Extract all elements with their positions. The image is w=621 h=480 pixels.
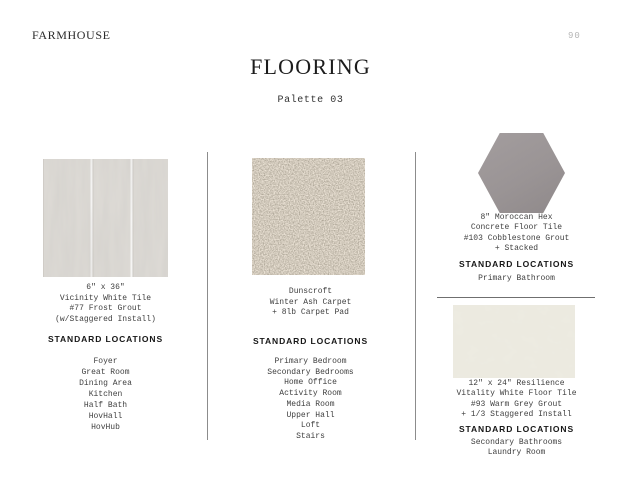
column-divider-2 (415, 152, 416, 440)
section-divider (437, 297, 595, 298)
carpet-spec (218, 287, 403, 319)
location-item: Home Office (284, 378, 337, 388)
location-item: Loft (300, 421, 321, 431)
spec-line: Vicinity White Tile (59, 293, 152, 303)
spec-line: #93 Warm Grey Grout (470, 399, 563, 409)
spec-line: + Stacked (494, 243, 539, 253)
location-item: Foyer (93, 357, 118, 366)
palette-subtitle: Palette 03 (277, 95, 344, 106)
hex-tile-spec (424, 213, 609, 254)
location-item: HovHub (91, 423, 120, 432)
location-item: Primary Bathroom (478, 274, 555, 283)
page-number: 90 (568, 31, 581, 41)
white-tile-locations (424, 438, 609, 459)
wood-tile-spec (15, 283, 196, 326)
wood-tile-swatch (43, 159, 168, 277)
location-item: Stairs (296, 431, 325, 441)
spec-line: (w/Staggered Install) (55, 315, 156, 325)
location-item: Activity Room (279, 389, 342, 399)
location-item: Dining Area (79, 379, 132, 388)
location-item: Primary Bedroom (274, 357, 347, 366)
location-item: Upper Hall (286, 410, 335, 420)
location-item: Laundry Room (487, 448, 546, 458)
location-item: Secondary Bathrooms (470, 438, 563, 447)
spec-line: 6" x 36" (86, 283, 125, 292)
spec-line: #77 Frost Grout (69, 304, 142, 314)
brand-name: FARMHOUSE (32, 28, 111, 42)
standard-locations-heading: STANDARD LOCATIONS (47, 334, 164, 344)
location-item: Half Bath (83, 401, 128, 410)
standard-locations-heading: STANDARD LOCATIONS (252, 336, 369, 346)
white-tile-swatch (453, 305, 575, 378)
hex-tile-locations (424, 274, 609, 284)
spec-line: 8" Moroccan Hex (480, 213, 553, 222)
location-item: Secondary Bedrooms (267, 367, 354, 377)
spec-line: Dunscroft (288, 287, 333, 296)
carpet-swatch (252, 158, 365, 275)
location-item: Media Room (286, 399, 335, 409)
standard-locations-heading: STANDARD LOCATIONS (458, 424, 575, 434)
location-item: HovHall (88, 412, 123, 421)
location-item: Kitchen (88, 390, 123, 399)
column-divider-1 (207, 152, 208, 440)
location-item: Great Room (81, 368, 130, 377)
spec-line: #103 Cobblestone Grout (463, 233, 570, 243)
spec-line: + 1/3 Staggered Install (461, 410, 572, 420)
hex-tile-swatch (478, 133, 565, 213)
spec-line: + 8lb Carpet Pad (272, 308, 349, 318)
spec-line: Winter Ash Carpet (269, 297, 352, 307)
spec-line: Concrete Floor Tile (470, 223, 563, 233)
page-title: FLOORING (250, 54, 371, 79)
wood-tile-locations (15, 356, 196, 433)
standard-locations-heading: STANDARD LOCATIONS (458, 259, 575, 269)
carpet-locations (218, 357, 403, 443)
spec-line: 12" x 24" Resilience (468, 379, 565, 388)
white-tile-spec (424, 379, 609, 421)
spec-line: Vitality White Floor Tile (456, 389, 577, 399)
